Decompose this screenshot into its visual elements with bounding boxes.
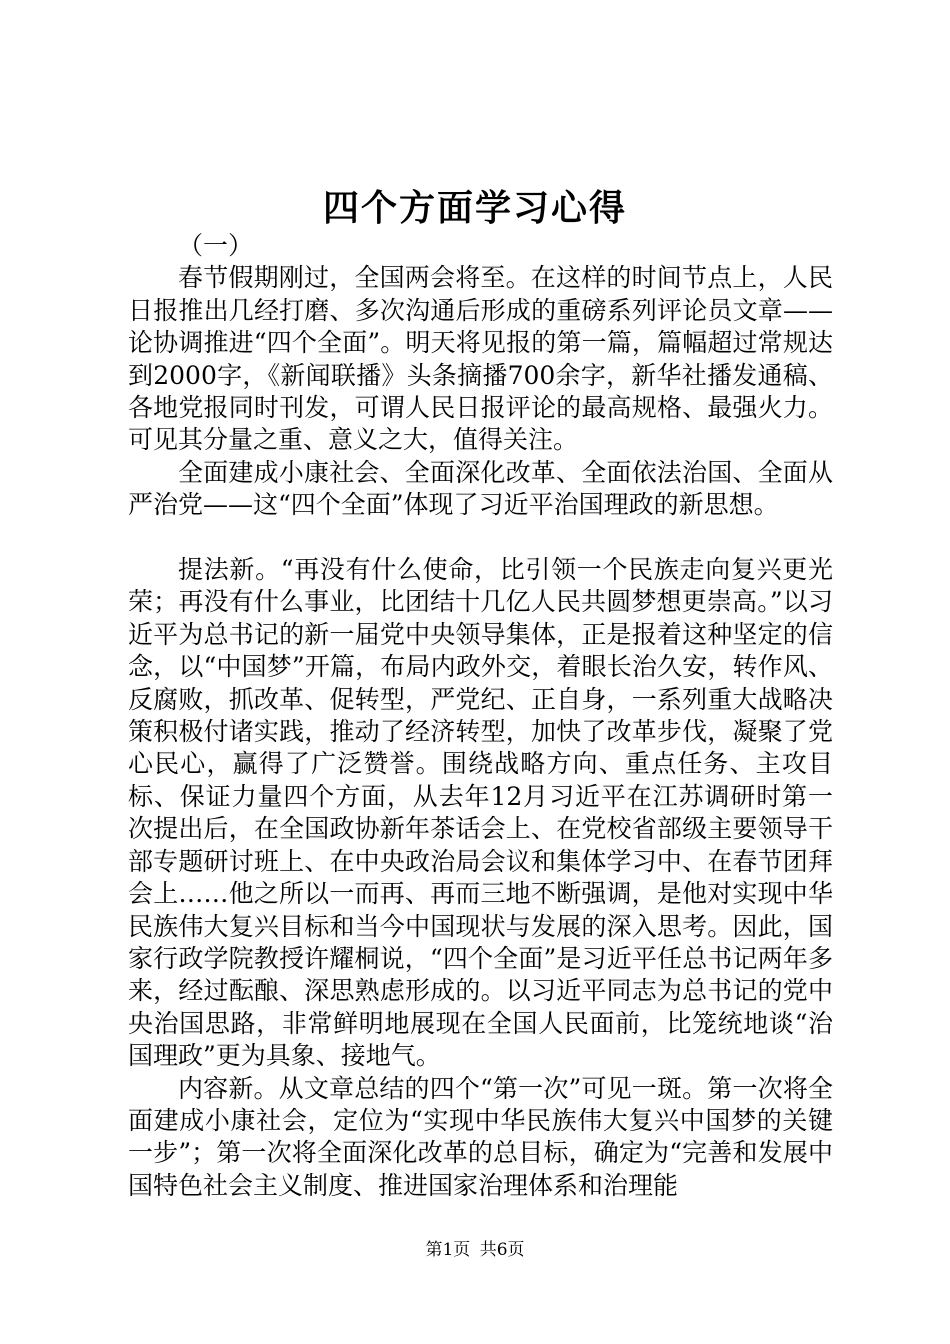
paragraph-3: 提法新。“再没有什么使命，比引领一个民族走向复兴更光荣；再没有什么事业，比团结十几亿人民共圆梦想更崇高。”以习近平为总书记的新一届党中央领导集体，正是报着这种坚定的信念，以“中国梦”开篇，布局内政外交，着眼长治久安，转作风、反腐败，抓改革、促转型，严党纪、正自身，一系列重大战略决策积极付诸实践，推动了经济转型，加快了改革步伐，凝聚了党心民心，赢得了广泛赞誉。围绕战略方向、重点任务、主攻目标、保证力量四个方面，从去年12月习近平在江苏调研时第一次提出后，在全国政协新年茶话会上、在党校省部级主要领导干部专题研讨班上、在中央政治局会议和集体学习中、在春节团拜会上……他之所以一而再、再而三地不断强调，是他对实现中华民族伟大复兴目标和当今中国现状与发展的深入思考。因此，国家行政学院教授许耀桐说，“四个全面”是习近平任总书记两年多来，经过酝酿、深思熟虑形成的。以习近平同志为总书记的党中央治国思路，非常鲜明地展现在全国人民面前，比笼统地谈“治国理政”更为具象、接地气。 [128,555,833,1071]
document-body [128,230,833,1202]
paragraph-4: 内容新。从文章总结的四个“第一次”可见一斑。第一次将全面建成小康社会，定位为“实现中华民族伟大复兴中国梦的关键一步”；第一次将全面深化改革的总目标，确定为“完善和发展中国特色社会主义制度、推进国家治理体系和治理能 [128,1073,833,1200]
paragraph-1: 春节假期刚过，全国两会将至。在这样的时间节点上，人民日报推出几经打磨、多次沟通后形成的重磅系列评论员文章——论协调推进“四个全面”。明天将见报的第一篇，篇幅超过常规达到2000字，《新闻联播》头条摘播700余字，新华社播发通稿、各地党报同时刊发，可谓人民日报评论的最高规格、最强火力。可见其分量之重、意义之大，值得关注。 [128,263,833,455]
page-number-total: 共6页 [479,1240,525,1260]
page-footer [0,1238,950,1262]
paragraph-2: 全面建成小康社会、全面深化改革、全面依法治国、全面从严治党——这“四个全面”体现了习近平治国理政的新思想。 [128,457,833,520]
document-title: 四个方面学习心得 [322,187,627,229]
page-number-current: 第1页 [425,1240,471,1260]
paragraph-gap [128,522,833,554]
section-marker: （一） [178,231,254,260]
